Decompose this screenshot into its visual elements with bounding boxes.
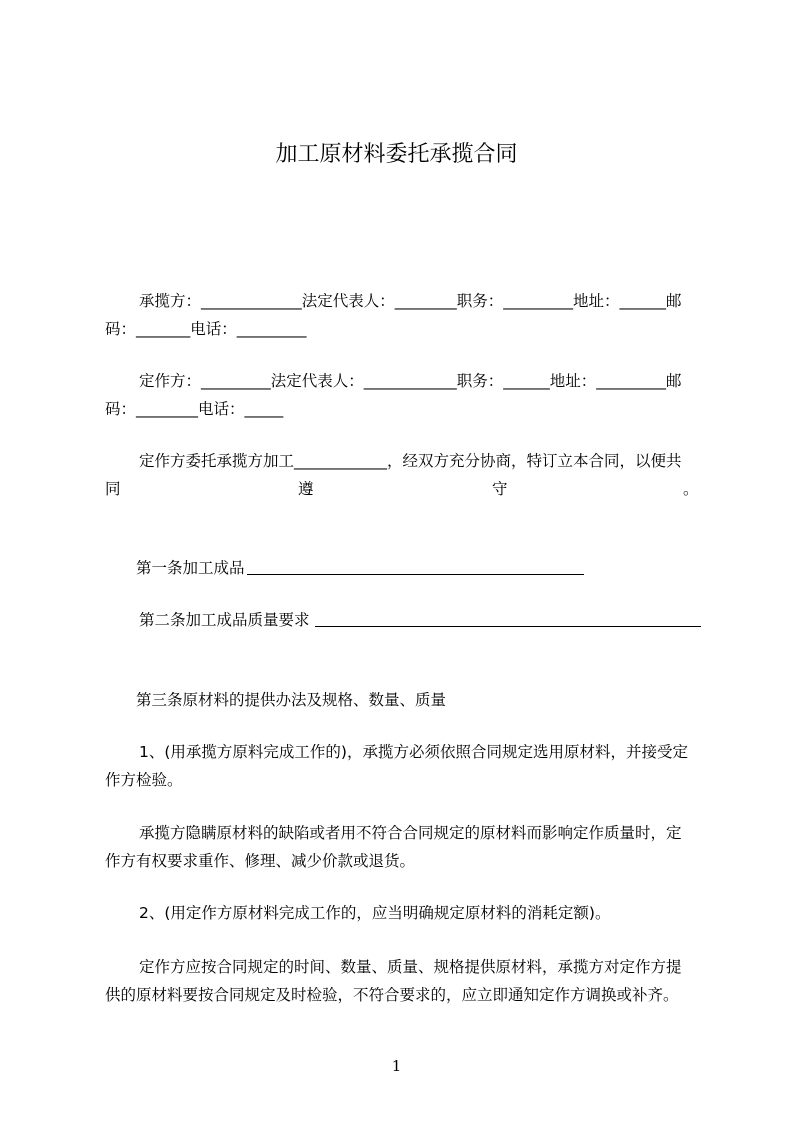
article-3-heading: 第三条原材料的提供办法及规格、数量、质量 (136, 691, 447, 709)
clause-2: 2、(用定作方原材料完成工作的，应当明确规定原材料的消耗定额)。 (139, 904, 611, 922)
article-2-heading: 第二条加工成品质量要求 (139, 611, 310, 629)
clause-2b-line-1: 定作方应按合同规定的时间、数量、质量、规格提供原材料，承揽方对定作方提 (139, 958, 682, 976)
preamble-word: 同 (105, 480, 121, 498)
preamble-word: 守 (492, 480, 508, 498)
party-a-line-1: 承揽方：_____________法定代表人：________职务：_________地址：______邮 (139, 292, 682, 310)
party-b-line-2: 码：________电话：_____ (105, 400, 284, 418)
party-b-line-1: 定作方：_________法定代表人：____________职务：______地址：_________邮 (139, 372, 682, 390)
article-1-blank-line (247, 574, 584, 575)
clause-2b-line-2: 供的原材料要按合同规定及时检验，不符合要求的，应立即通知定作方调换或补齐。 (105, 986, 679, 1004)
clause-1b-line-1: 承揽方隐瞒原材料的缺陷或者用不符合合同规定的原材料而影响定作质量时，定 (139, 824, 682, 842)
article-2-blank-line (315, 626, 701, 627)
article-1-heading: 第一条加工成品 (136, 559, 245, 577)
document-title: 加工原材料委托承揽合同 (275, 142, 518, 167)
preamble-word: 遵 (298, 480, 314, 498)
clause-1b-line-2: 作方有权要求重作、修理、减少价款或退货。 (105, 852, 416, 870)
party-a-line-2: 码：_______电话：_________ (105, 320, 307, 338)
page-number: 1 (391, 1057, 402, 1075)
preamble-word: 。 (683, 480, 699, 498)
clause-1-line-1: 1、(用承揽方原料完成工作的)，承揽方必须依照合同规定选用原材料，并接受定 (139, 743, 688, 761)
preamble-line-1: 定作方委托承揽方加工____________，经双方充分协商，特订立本合同，以便共 (139, 452, 682, 470)
clause-1-line-2: 作方检验。 (105, 771, 183, 789)
